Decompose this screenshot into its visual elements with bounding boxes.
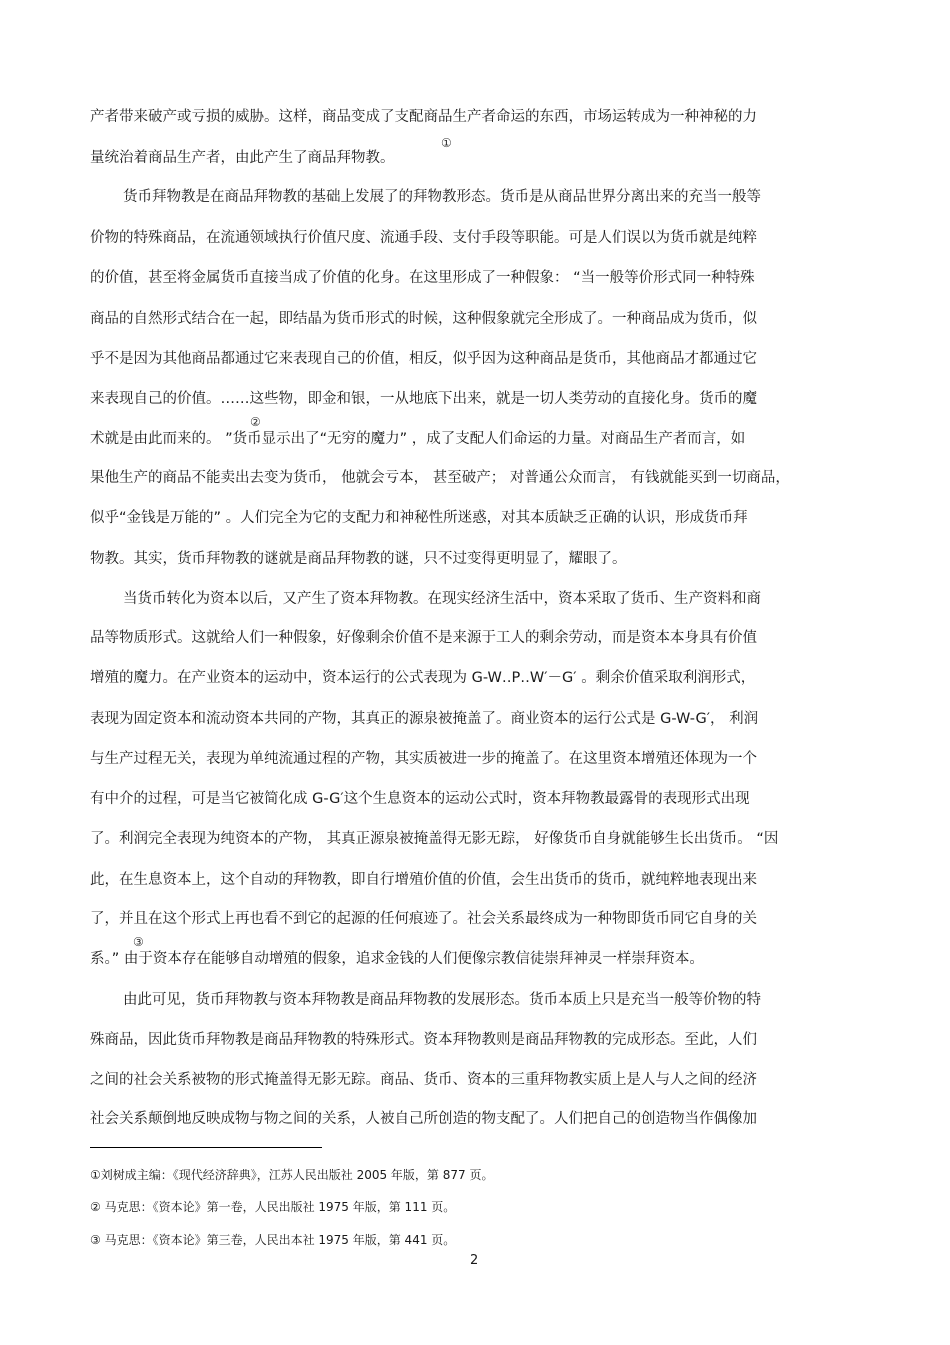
- body-line: 量统治着商品生产者，由此产生了商品拜物教。: [90, 150, 395, 166]
- paragraph-start-line: 由此可见，货币拜物教与资本拜物教是商品拜物教的发展形态。货币本质上只是充当一般等价物的特: [123, 992, 761, 1008]
- body-line: 殊商品，因此货币拜物教是商品拜物教的特殊形式。资本拜物教则是商品拜物教的完成形态。至此，人们: [90, 1032, 757, 1048]
- footnote: ①刘树成主编：《现代经济辞典》，江苏人民出版社 2005 年版，第 877 页。: [90, 1168, 494, 1182]
- paragraph-start-line: 货币拜物教是在商品拜物教的基础上发展了的拜物教形态。货币是从商品世界分离出来的充当一般等: [123, 189, 761, 205]
- body-line: 术就是由此而来的。 ”货币显示出了“无穷的魔力” ，成了支配人们命运的力量。对商品生产者而言，如: [90, 431, 746, 447]
- footnote: ③ 马克思：《资本论》第三卷，人民出本社 1975 年版，第 441 页。: [90, 1233, 456, 1247]
- body-line: 系。” 由于资本存在能够自动增殖的假象，追求金钱的人们便像宗教信徒崇拜神灵一样崇拜资本。: [90, 951, 704, 967]
- body-line: 社会关系颠倒地反映成物与物之间的关系，人被自己所创造的物支配了。人们把自己的创造物当作偶像加: [90, 1111, 757, 1127]
- footnote-mark: ②: [250, 415, 261, 429]
- page-number: 2: [470, 1253, 479, 1268]
- body-line: 果他生产的商品不能卖出去变为货币， 他就会亏本， 甚至破产； 对普通公众而言， 有钱就能买到一切商品，: [90, 470, 790, 486]
- body-line: 了。利润完全表现为纯资本的产物， 其真正源泉被掩盖得无影无踪， 好像货币自身就能够生长出货币。 “因: [90, 831, 779, 847]
- body-line: 表现为固定资本和流动资本共同的产物，其真正的源泉被掩盖了。商业资本的运行公式是 G-W-G′， 利润: [90, 711, 759, 727]
- body-line: 乎不是因为其他商品都通过它来表现自己的价值，相反，似乎因为这种商品是货币，其他商品才都通过它: [90, 351, 757, 367]
- body-line: 了，并且在这个形式上再也看不到它的起源的任何痕迹了。社会关系最终成为一种物即货币同它自身的关: [90, 911, 757, 927]
- paragraph-start-line: 当货币转化为资本以后，又产生了资本拜物教。在现实经济生活中，资本采取了货币、生产资料和商: [123, 591, 761, 607]
- body-line: 的价值，甚至将金属货币直接当成了价值的化身。在这里形成了一种假象： “当一般等价形式同一种特殊: [90, 270, 755, 286]
- footnote-mark: ③: [133, 935, 144, 949]
- footnote-mark: ①: [441, 136, 452, 150]
- body-line: 物教。其实，货币拜物教的谜就是商品拜物教的谜，只不过变得更明显了，耀眼了。: [90, 551, 627, 567]
- body-line: 来表现自己的价值。……这些物，即金和银，一从地底下出来，就是一切人类劳动的直接化身。货币的魔: [90, 391, 757, 407]
- footnote: ② 马克思：《资本论》第一卷，人民出版社 1975 年版，第 111 页。: [90, 1200, 456, 1214]
- body-line: 品等物质形式。这就给人们一种假象，好像剩余价值不是来源于工人的剩余劳动，而是资本本身具有价值: [90, 630, 757, 646]
- footnote-divider: [90, 1147, 322, 1148]
- body-line: 有中介的过程，可是当它被简化成 G-G′这个生息资本的运动公式时，资本拜物教最露骨的表现形式出现: [90, 791, 750, 807]
- body-line: 增殖的魔力。在产业资本的运动中，资本运行的公式表现为 G-W‥P‥W′－G′ 。剩余价值采取利润形式，: [90, 670, 756, 686]
- body-line: 之间的社会关系被物的形式掩盖得无影无踪。商品、货币、资本的三重拜物教实质上是人与人之间的经济: [90, 1072, 757, 1088]
- body-line: 商品的自然形式结合在一起，即结晶为货币形式的时候，这种假象就完全形成了。一种商品成为货币，似: [90, 311, 757, 327]
- body-line: 似乎“金钱是万能的” 。人们完全为它的支配力和神秘性所迷惑，对其本质缺乏正确的认识，形成货币拜: [90, 510, 748, 526]
- body-line: 价物的特殊商品，在流通领域执行价值尺度、流通手段、支付手段等职能。可是人们误以为货币就是纯粹: [90, 230, 757, 246]
- body-line: 此，在生息资本上，这个自动的拜物教，即自行增殖价值的价值，会生出货币的货币，就纯粹地表现出来: [90, 872, 757, 888]
- body-line: 与生产过程无关，表现为单纯流通过程的产物，其实质被进一步的掩盖了。在这里资本增殖还体现为一个: [90, 751, 757, 767]
- body-line: 产者带来破产或亏损的威胁。这样，商品变成了支配商品生产者命运的东西，市场运转成为一种神秘的力: [90, 109, 757, 125]
